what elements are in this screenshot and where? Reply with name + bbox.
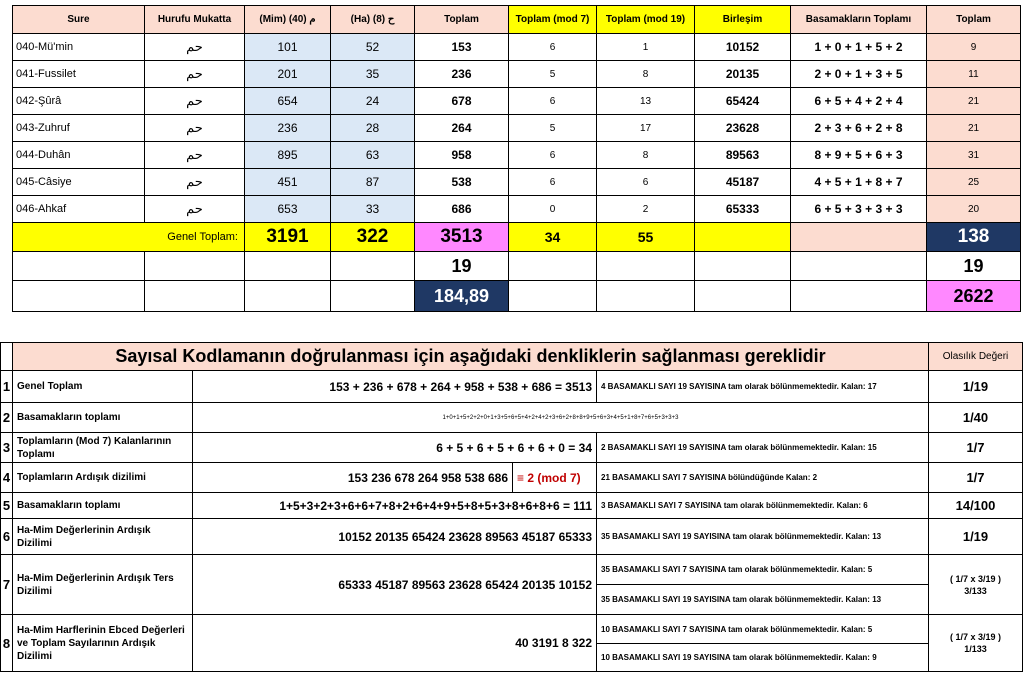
- row-number: 3: [1, 433, 13, 463]
- table-row: [13, 61, 1021, 88]
- genel-toplam-row: [13, 223, 1021, 252]
- row-number: 7: [1, 555, 13, 615]
- cell-hamim[interactable]: حم: [145, 88, 245, 115]
- probability-value[interactable]: 14/100: [929, 493, 1023, 519]
- verification-note[interactable]: 21 BASAMAKLI SAYI 7 SAYISINA bölündüğünde Kalan: 2: [597, 463, 929, 493]
- cell-mod19[interactable]: 2: [597, 196, 695, 223]
- probability-value[interactable]: [929, 555, 1023, 615]
- cell-birlesim[interactable]: 45187: [695, 169, 791, 196]
- genel-toplam2[interactable]: 138: [927, 223, 1021, 252]
- divisor-row: [13, 252, 1021, 281]
- empty-cell[interactable]: [245, 252, 331, 281]
- empty-cell[interactable]: [695, 252, 791, 281]
- verification-row: [1, 403, 1023, 433]
- cell-mod7[interactable]: 6: [509, 169, 597, 196]
- header-mod7[interactable]: Toplam (mod 7): [509, 6, 597, 34]
- cell-toplam[interactable]: 153: [415, 34, 509, 61]
- verification-table: [0, 342, 1023, 672]
- cell-toplam2[interactable]: 9: [927, 34, 1021, 61]
- row-number: 2: [1, 403, 13, 433]
- header-row: [13, 6, 1021, 34]
- cell-mod19[interactable]: 8: [597, 142, 695, 169]
- cell-mod19[interactable]: 13: [597, 88, 695, 115]
- cell-ha[interactable]: 24: [331, 88, 415, 115]
- header-hurufu[interactable]: Hurufu Mukatta: [145, 6, 245, 34]
- cell-mod7[interactable]: 6: [509, 88, 597, 115]
- verification-expression[interactable]: 10152 20135 65424 23628 89563 45187 65333: [193, 519, 597, 555]
- header-birlesim[interactable]: Birleşim: [695, 6, 791, 34]
- empty-cell[interactable]: [145, 252, 245, 281]
- cell-birlesim[interactable]: 89563: [695, 142, 791, 169]
- verification-label[interactable]: Ha-Mim Harflerinin Ebced Değerleri ve Toplam Sayılarının Ardışık Dizilimi: [13, 615, 193, 672]
- probability-formula: ( 1/7 x 3/19 ): [949, 573, 1002, 584]
- probability-result: 3/133: [964, 585, 987, 596]
- cell-birlesim[interactable]: 10152: [695, 34, 791, 61]
- cell-birlesim[interactable]: 65424: [695, 88, 791, 115]
- cell-mod7[interactable]: 6: [509, 34, 597, 61]
- header-basamak[interactable]: Basamakların Toplamı: [791, 6, 927, 34]
- cell-basamak[interactable]: 6 + 5 + 4 + 2 + 4: [791, 88, 927, 115]
- cell-ha[interactable]: 63: [331, 142, 415, 169]
- verification-note[interactable]: 35 BASAMAKLI SAYI 19 SAYISINA tam olarak bölünmemektedir. Kalan: 13: [597, 519, 929, 555]
- empty-cell[interactable]: [13, 281, 145, 312]
- probability-result: 1/133: [964, 644, 987, 654]
- cell-toplam[interactable]: 264: [415, 115, 509, 142]
- divisor-toplam[interactable]: 19: [415, 252, 509, 281]
- cell-toplam2[interactable]: 25: [927, 169, 1021, 196]
- header-ha[interactable]: (Ha) ح (8): [331, 6, 415, 34]
- genel-mod19[interactable]: 55: [597, 223, 695, 252]
- cell-sure[interactable]: 045-Câsiye: [13, 169, 145, 196]
- cell-mod19[interactable]: 1: [597, 34, 695, 61]
- cell-mod7[interactable]: 0: [509, 196, 597, 223]
- cell-mim[interactable]: 236: [245, 115, 331, 142]
- probability-value[interactable]: 1/40: [929, 403, 1023, 433]
- cell-mim[interactable]: 101: [245, 34, 331, 61]
- cell-toplam2[interactable]: 21: [927, 88, 1021, 115]
- cell-ha[interactable]: 52: [331, 34, 415, 61]
- probability-value[interactable]: 1/19: [929, 519, 1023, 555]
- verification-expression[interactable]: 65333 45187 89563 23628 65424 20135 10152: [193, 555, 597, 615]
- table-row: [13, 169, 1021, 196]
- genel-mod7[interactable]: 34: [509, 223, 597, 252]
- cell-toplam[interactable]: 538: [415, 169, 509, 196]
- cell-basamak[interactable]: 6 + 5 + 3 + 3 + 3: [791, 196, 927, 223]
- row-number: 6: [1, 519, 13, 555]
- header-mim[interactable]: (Mim) م (40): [245, 6, 331, 34]
- result-toplam[interactable]: 184,89: [415, 281, 509, 312]
- header-toplam2[interactable]: Toplam: [927, 6, 1021, 34]
- cell-hamim[interactable]: حم: [145, 169, 245, 196]
- probability-value[interactable]: 1/19: [929, 371, 1023, 403]
- verification-label[interactable]: Basamakların toplamı: [13, 493, 193, 519]
- verification-note[interactable]: 10 BASAMAKLI SAYI 19 SAYISINA tam olarak bölünmemektedir. Kalan: 9: [597, 644, 929, 672]
- cell-basamak[interactable]: 8 + 9 + 5 + 6 + 3: [791, 142, 927, 169]
- verification-note[interactable]: 35 BASAMAKLI SAYI 7 SAYISINA tam olarak bölünmemektedir. Kalan: 5: [597, 555, 929, 585]
- cell-basamak[interactable]: 2 + 3 + 6 + 2 + 8: [791, 115, 927, 142]
- empty-cell[interactable]: [245, 281, 331, 312]
- cell-ha[interactable]: 35: [331, 61, 415, 88]
- empty-cell[interactable]: [331, 252, 415, 281]
- empty-cell[interactable]: [695, 281, 791, 312]
- table-row: [13, 34, 1021, 61]
- cell-mod7[interactable]: 6: [509, 142, 597, 169]
- cell-sure[interactable]: 046-Ahkaf: [13, 196, 145, 223]
- empty-cell[interactable]: [145, 281, 245, 312]
- cell-birlesim[interactable]: 23628: [695, 115, 791, 142]
- verification-expression[interactable]: 1+5+3+2+3+6+6+7+8+2+6+4+9+5+8+5+3+8+6+8+6 = 111: [193, 493, 597, 519]
- verification-expression[interactable]: 40 3191 8 322: [193, 615, 597, 672]
- verification-row: [1, 433, 1023, 463]
- verification-header-row: [1, 343, 1023, 371]
- cell-mod19[interactable]: 8: [597, 61, 695, 88]
- cell-ha[interactable]: 87: [331, 169, 415, 196]
- cell-toplam2[interactable]: 21: [927, 115, 1021, 142]
- cell-toplam2[interactable]: 31: [927, 142, 1021, 169]
- genel-birlesim[interactable]: [695, 223, 791, 252]
- empty-cell[interactable]: [1, 343, 13, 371]
- verification-label[interactable]: Basamakların toplamı: [13, 403, 193, 433]
- verification-note[interactable]: 4 BASAMAKLI SAYI 19 SAYISINA tam olarak bölünmemektedir. Kalan: 17: [597, 371, 929, 403]
- verification-expression[interactable]: 153 236 678 264 958 538 686: [193, 463, 513, 493]
- empty-cell[interactable]: [597, 281, 695, 312]
- header-mod19[interactable]: Toplam (mod 19): [597, 6, 695, 34]
- empty-cell[interactable]: [509, 252, 597, 281]
- cell-toplam[interactable]: 958: [415, 142, 509, 169]
- cell-mod19[interactable]: 6: [597, 169, 695, 196]
- header-sure[interactable]: Sure: [13, 6, 145, 34]
- verification-row: [1, 555, 1023, 585]
- cell-sure[interactable]: 044-Duhân: [13, 142, 145, 169]
- verification-note[interactable]: 2 BASAMAKLI SAYI 19 SAYISINA tam olarak bölünmemektedir. Kalan: 15: [597, 433, 929, 463]
- empty-cell[interactable]: [791, 281, 927, 312]
- cell-basamak[interactable]: 1 + 0 + 1 + 5 + 2: [791, 34, 927, 61]
- probability-value[interactable]: 1/7: [929, 463, 1023, 493]
- verification-row: [1, 519, 1023, 555]
- empty-cell[interactable]: [509, 281, 597, 312]
- cell-toplam2[interactable]: 20: [927, 196, 1021, 223]
- cell-hamim[interactable]: حم: [145, 142, 245, 169]
- probability-value[interactable]: [929, 615, 1023, 672]
- probability-value[interactable]: 1/7: [929, 433, 1023, 463]
- result-row: [13, 281, 1021, 312]
- verification-row: [1, 463, 1023, 493]
- verification-label[interactable]: Genel Toplam: [13, 371, 193, 403]
- verification-expression[interactable]: 6 + 5 + 6 + 5 + 6 + 6 + 0 = 34: [193, 433, 597, 463]
- hamim-data-table: [12, 5, 1021, 312]
- cell-hamim[interactable]: حم: [145, 196, 245, 223]
- table-row: [13, 115, 1021, 142]
- table-row: [13, 88, 1021, 115]
- genel-basamak[interactable]: [791, 223, 927, 252]
- verification-label[interactable]: Toplamların Ardışık dizilimi: [13, 463, 193, 493]
- cell-ha[interactable]: 28: [331, 115, 415, 142]
- genel-toplam[interactable]: 3513: [415, 223, 509, 252]
- cell-toplam2[interactable]: 11: [927, 61, 1021, 88]
- genel-toplam-label[interactable]: Genel Toplam:: [13, 223, 245, 252]
- probability-formula: ( 1/7 x 3/19 ): [949, 632, 1002, 642]
- row-number: 5: [1, 493, 13, 519]
- cell-toplam[interactable]: 236: [415, 61, 509, 88]
- empty-cell[interactable]: [13, 252, 145, 281]
- cell-birlesim[interactable]: 20135: [695, 61, 791, 88]
- verification-note[interactable]: 10 BASAMAKLI SAYI 7 SAYISINA tam olarak bölünmemektedir. Kalan: 5: [597, 615, 929, 644]
- verification-title[interactable]: Sayısal Kodlamanın doğrulanması için aşağıdaki denkliklerin sağlanması gereklidir: [13, 343, 929, 371]
- verification-row: [1, 371, 1023, 403]
- cell-mod7[interactable]: 5: [509, 115, 597, 142]
- cell-mim[interactable]: 451: [245, 169, 331, 196]
- cell-sure[interactable]: 043-Zuhruf: [13, 115, 145, 142]
- modulo-result[interactable]: ≡ 2 (mod 7): [513, 463, 597, 493]
- verification-expression[interactable]: 153 + 236 + 678 + 264 + 958 + 538 + 686 = 3513: [193, 371, 597, 403]
- verification-label[interactable]: Ha-Mim Değerlerinin Ardışık Dizilimi: [13, 519, 193, 555]
- cell-hamim[interactable]: حم: [145, 34, 245, 61]
- cell-mod7[interactable]: 5: [509, 61, 597, 88]
- table-row: [13, 142, 1021, 169]
- header-toplam[interactable]: Toplam: [415, 6, 509, 34]
- cell-toplam[interactable]: 686: [415, 196, 509, 223]
- cell-mod19[interactable]: 17: [597, 115, 695, 142]
- cell-hamim[interactable]: حم: [145, 61, 245, 88]
- empty-cell[interactable]: [791, 252, 927, 281]
- cell-mim[interactable]: 654: [245, 88, 331, 115]
- verification-label[interactable]: Toplamların (Mod 7) Kalanlarının Toplamı: [13, 433, 193, 463]
- cell-birlesim[interactable]: 65333: [695, 196, 791, 223]
- empty-cell[interactable]: [597, 252, 695, 281]
- verification-note[interactable]: 35 BASAMAKLI SAYI 19 SAYISINA tam olarak bölünmemektedir. Kalan: 13: [597, 585, 929, 615]
- verification-row: [1, 615, 1023, 644]
- genel-mim[interactable]: 3191: [245, 223, 331, 252]
- verification-row: [1, 493, 1023, 519]
- cell-mim[interactable]: 653: [245, 196, 331, 223]
- genel-ha[interactable]: 322: [331, 223, 415, 252]
- cell-hamim[interactable]: حم: [145, 115, 245, 142]
- cell-toplam[interactable]: 678: [415, 88, 509, 115]
- row-number: 8: [1, 615, 13, 672]
- verification-label[interactable]: Ha-Mim Değerlerinin Ardışık Ters Dizilimi: [13, 555, 193, 615]
- verification-note[interactable]: 3 BASAMAKLI SAYI 7 SAYISINA tam olarak bölünmemektedir. Kalan: 6: [597, 493, 929, 519]
- cell-ha[interactable]: 33: [331, 196, 415, 223]
- cell-sure[interactable]: 040-Mü'min: [13, 34, 145, 61]
- empty-cell[interactable]: [331, 281, 415, 312]
- table-row: [13, 196, 1021, 223]
- row-number: 1: [1, 371, 13, 403]
- row-number: 4: [1, 463, 13, 493]
- cell-basamak[interactable]: 4 + 5 + 1 + 8 + 7: [791, 169, 927, 196]
- result-toplam2[interactable]: 2622: [927, 281, 1021, 312]
- cell-sure[interactable]: 042-Şûrâ: [13, 88, 145, 115]
- cell-mim[interactable]: 201: [245, 61, 331, 88]
- cell-mim[interactable]: 895: [245, 142, 331, 169]
- olasilik-header[interactable]: Olasılık Değeri: [929, 343, 1023, 371]
- cell-basamak[interactable]: 2 + 0 + 1 + 3 + 5: [791, 61, 927, 88]
- divisor-toplam2[interactable]: 19: [927, 252, 1021, 281]
- verification-expression[interactable]: 1+0+1+5+2+2+0+1+3+5+6+5+4+2+4+2+3+6+2+8+8+9+5+6+3+4+5+1+8+7+6+5+3+3+3: [193, 403, 929, 433]
- cell-sure[interactable]: 041-Fussilet: [13, 61, 145, 88]
